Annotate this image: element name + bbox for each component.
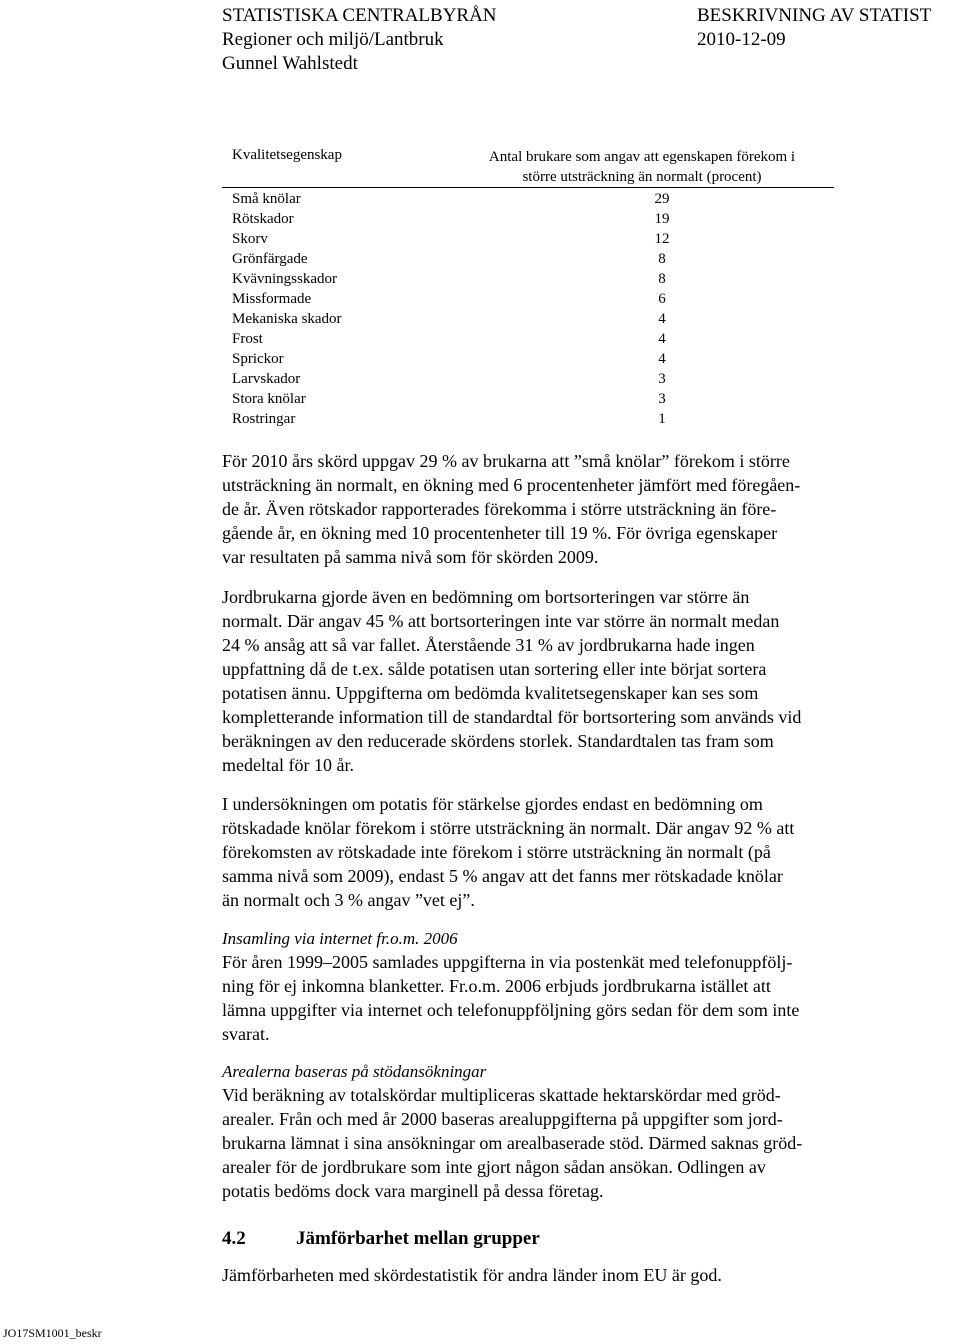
- page-footer: JO17SM1001_beskr: [3, 1326, 102, 1340]
- text-line: Jämförbarheten med skördestatistik för andra länder inom EU är god.: [222, 1265, 722, 1285]
- subsection-title-areas: Arealerna baseras på stödansökningar: [222, 1062, 487, 1081]
- header-date: 2010-12-09: [697, 29, 786, 50]
- row-name: Mekaniska skador: [232, 311, 342, 327]
- paragraph-areas: [222, 1083, 902, 1203]
- text-line: de år. Även rötskador rapporterades förekomma i större utsträckning än före-: [222, 499, 777, 519]
- row-value: 1: [658, 411, 666, 427]
- column-header-share: [452, 147, 832, 187]
- header-author: Gunnel Wahlstedt: [222, 53, 358, 74]
- table-body: [222, 189, 834, 429]
- text-line: var resultaten på samma nivå som för skörden 2009.: [222, 547, 599, 567]
- table-row: [222, 249, 834, 269]
- text-line: brukarna lämnat i sina ansökningar om arealbaserade stöd. Därmed saknas gröd-: [222, 1133, 803, 1153]
- paragraph-starch-potato: [222, 792, 902, 912]
- paragraph-sorting: [222, 585, 902, 777]
- header-unit: Regioner och miljö/Lantbruk: [222, 29, 444, 50]
- subsection-title-internet: Insamling via internet fr.o.m. 2006: [222, 929, 458, 948]
- row-name: Skorv: [232, 231, 268, 247]
- text-line: I undersökningen om potatis för stärkelse gjordes endast en bedömning om: [222, 794, 763, 814]
- section-heading: [222, 1228, 540, 1250]
- row-value: 4: [658, 351, 666, 367]
- text-line: 24 % ansåg att så var fallet. Återstående 31 % av jordbrukarna hade ingen: [222, 635, 755, 655]
- table-row: [222, 409, 834, 429]
- row-value: 29: [654, 191, 670, 207]
- column-header-share-line1: Antal brukare som angav att egenskapen förekom i: [488, 149, 796, 165]
- text-line: uppfattning då de t.ex. sålde potatisen utan sortering eller inte börjat sortera: [222, 659, 767, 679]
- table-row: [222, 269, 834, 289]
- paragraph-comparability: [222, 1263, 902, 1287]
- row-value: 6: [658, 291, 666, 307]
- row-name: Kvävningsskador: [232, 271, 337, 287]
- text-line: gående år, en ökning med 10 procentenheter till 19 %. För övriga egenskaper: [222, 523, 778, 543]
- table-row: [222, 349, 834, 369]
- page-header-right: [697, 4, 931, 52]
- table-header-rule: [222, 187, 834, 188]
- header-doc-type: BESKRIVNING AV STATIST: [697, 5, 932, 26]
- row-name: Frost: [232, 331, 263, 347]
- row-name: Missformade: [232, 291, 312, 307]
- text-line: potatisen ännu. Uppgifterna om bedömda kvalitetsegenskaper kan ses som: [222, 683, 759, 703]
- text-line: lämna uppgifter via internet och telefonuppföljning görs sedan för dem som inte: [222, 1000, 800, 1020]
- column-header-quality: Kvalitetsegenskap: [232, 147, 342, 163]
- text-line: beräkningen av den reducerade skördens storlek. Standardtalen tas fram som: [222, 731, 774, 751]
- table-row: [222, 369, 834, 389]
- header-org: STATISTISKA CENTRALBYRÅN: [222, 5, 497, 26]
- text-line: medeltal för 10 år.: [222, 755, 354, 775]
- section-title: Jämförbarhet mellan grupper: [296, 1228, 540, 1249]
- row-value: 8: [658, 251, 666, 267]
- text-line: än normalt och 3 % angav ”vet ej”.: [222, 890, 475, 910]
- text-line: arealer. Från och med år 2000 baseras arealuppgifterna på uppgifter som jord-: [222, 1109, 783, 1129]
- row-name: Larvskador: [232, 371, 301, 387]
- quality-table: [222, 147, 834, 427]
- paragraph-internet: [222, 950, 902, 1046]
- row-value: 8: [658, 271, 666, 287]
- text-line: utsträckning än normalt, en ökning med 6 procentenheter jämfört med föregåen-: [222, 475, 801, 495]
- text-line: För åren 1999–2005 samlades uppgifterna in via postenkät med telefonuppfölj-: [222, 952, 793, 972]
- text-line: förekomsten av rötskadade inte förekom i större utsträckning än normalt (på: [222, 842, 771, 862]
- row-value: 12: [654, 231, 670, 247]
- text-line: rötskadade knölar förekom i större utsträckning än normalt. Där angav 92 % att: [222, 818, 795, 838]
- column-header-share-line2: större utsträckning än normalt (procent): [522, 169, 762, 185]
- row-value: 3: [658, 391, 666, 407]
- section-number: 4.2: [222, 1228, 246, 1249]
- row-value: 4: [658, 331, 666, 347]
- text-line: ning för ej inkomna blanketter. Fr.o.m. 2006 erbjuds jordbrukarna istället att: [222, 976, 771, 996]
- text-line: normalt. Där angav 45 % att bortsorteringen inte var större än normalt medan: [222, 611, 780, 631]
- table-row: [222, 389, 834, 409]
- page-header-left: [222, 4, 497, 76]
- text-line: Jordbrukarna gjorde även en bedömning om bortsorteringen var större än: [222, 587, 750, 607]
- row-name: Rötskador: [232, 211, 294, 227]
- row-value: 4: [658, 311, 666, 327]
- table-row: [222, 229, 834, 249]
- row-name: Sprickor: [232, 351, 284, 367]
- table-row: [222, 209, 834, 229]
- text-line: samma nivå som 2009), endast 5 % angav att det fanns mer rötskadade knölar: [222, 866, 783, 886]
- table-header: [222, 147, 834, 187]
- table-row: [222, 309, 834, 329]
- text-line: potatis bedöms dock vara marginell på dessa företag.: [222, 1181, 604, 1201]
- row-value: 3: [658, 371, 666, 387]
- text-line: Vid beräkning av totalskördar multipliceras skattade hektarskördar med gröd-: [222, 1085, 781, 1105]
- row-name: Grönfärgade: [232, 251, 308, 267]
- text-line: kompletterande information till de standardtal för bortsortering som används vid: [222, 707, 802, 727]
- text-line: arealer för de jordbrukare som inte gjort någon sådan ansökan. Odlingen av: [222, 1157, 766, 1177]
- row-value: 19: [654, 211, 670, 227]
- row-name: Stora knölar: [232, 391, 306, 407]
- text-line: svarat.: [222, 1024, 270, 1044]
- paragraph-small-tubers: [222, 449, 902, 569]
- row-name: Rostringar: [232, 411, 296, 427]
- table-row: [222, 289, 834, 309]
- table-row: [222, 329, 834, 349]
- row-name: Små knölar: [232, 191, 301, 207]
- text-line: För 2010 års skörd uppgav 29 % av brukarna att ”små knölar” förekom i större: [222, 451, 790, 471]
- table-row: [222, 189, 834, 209]
